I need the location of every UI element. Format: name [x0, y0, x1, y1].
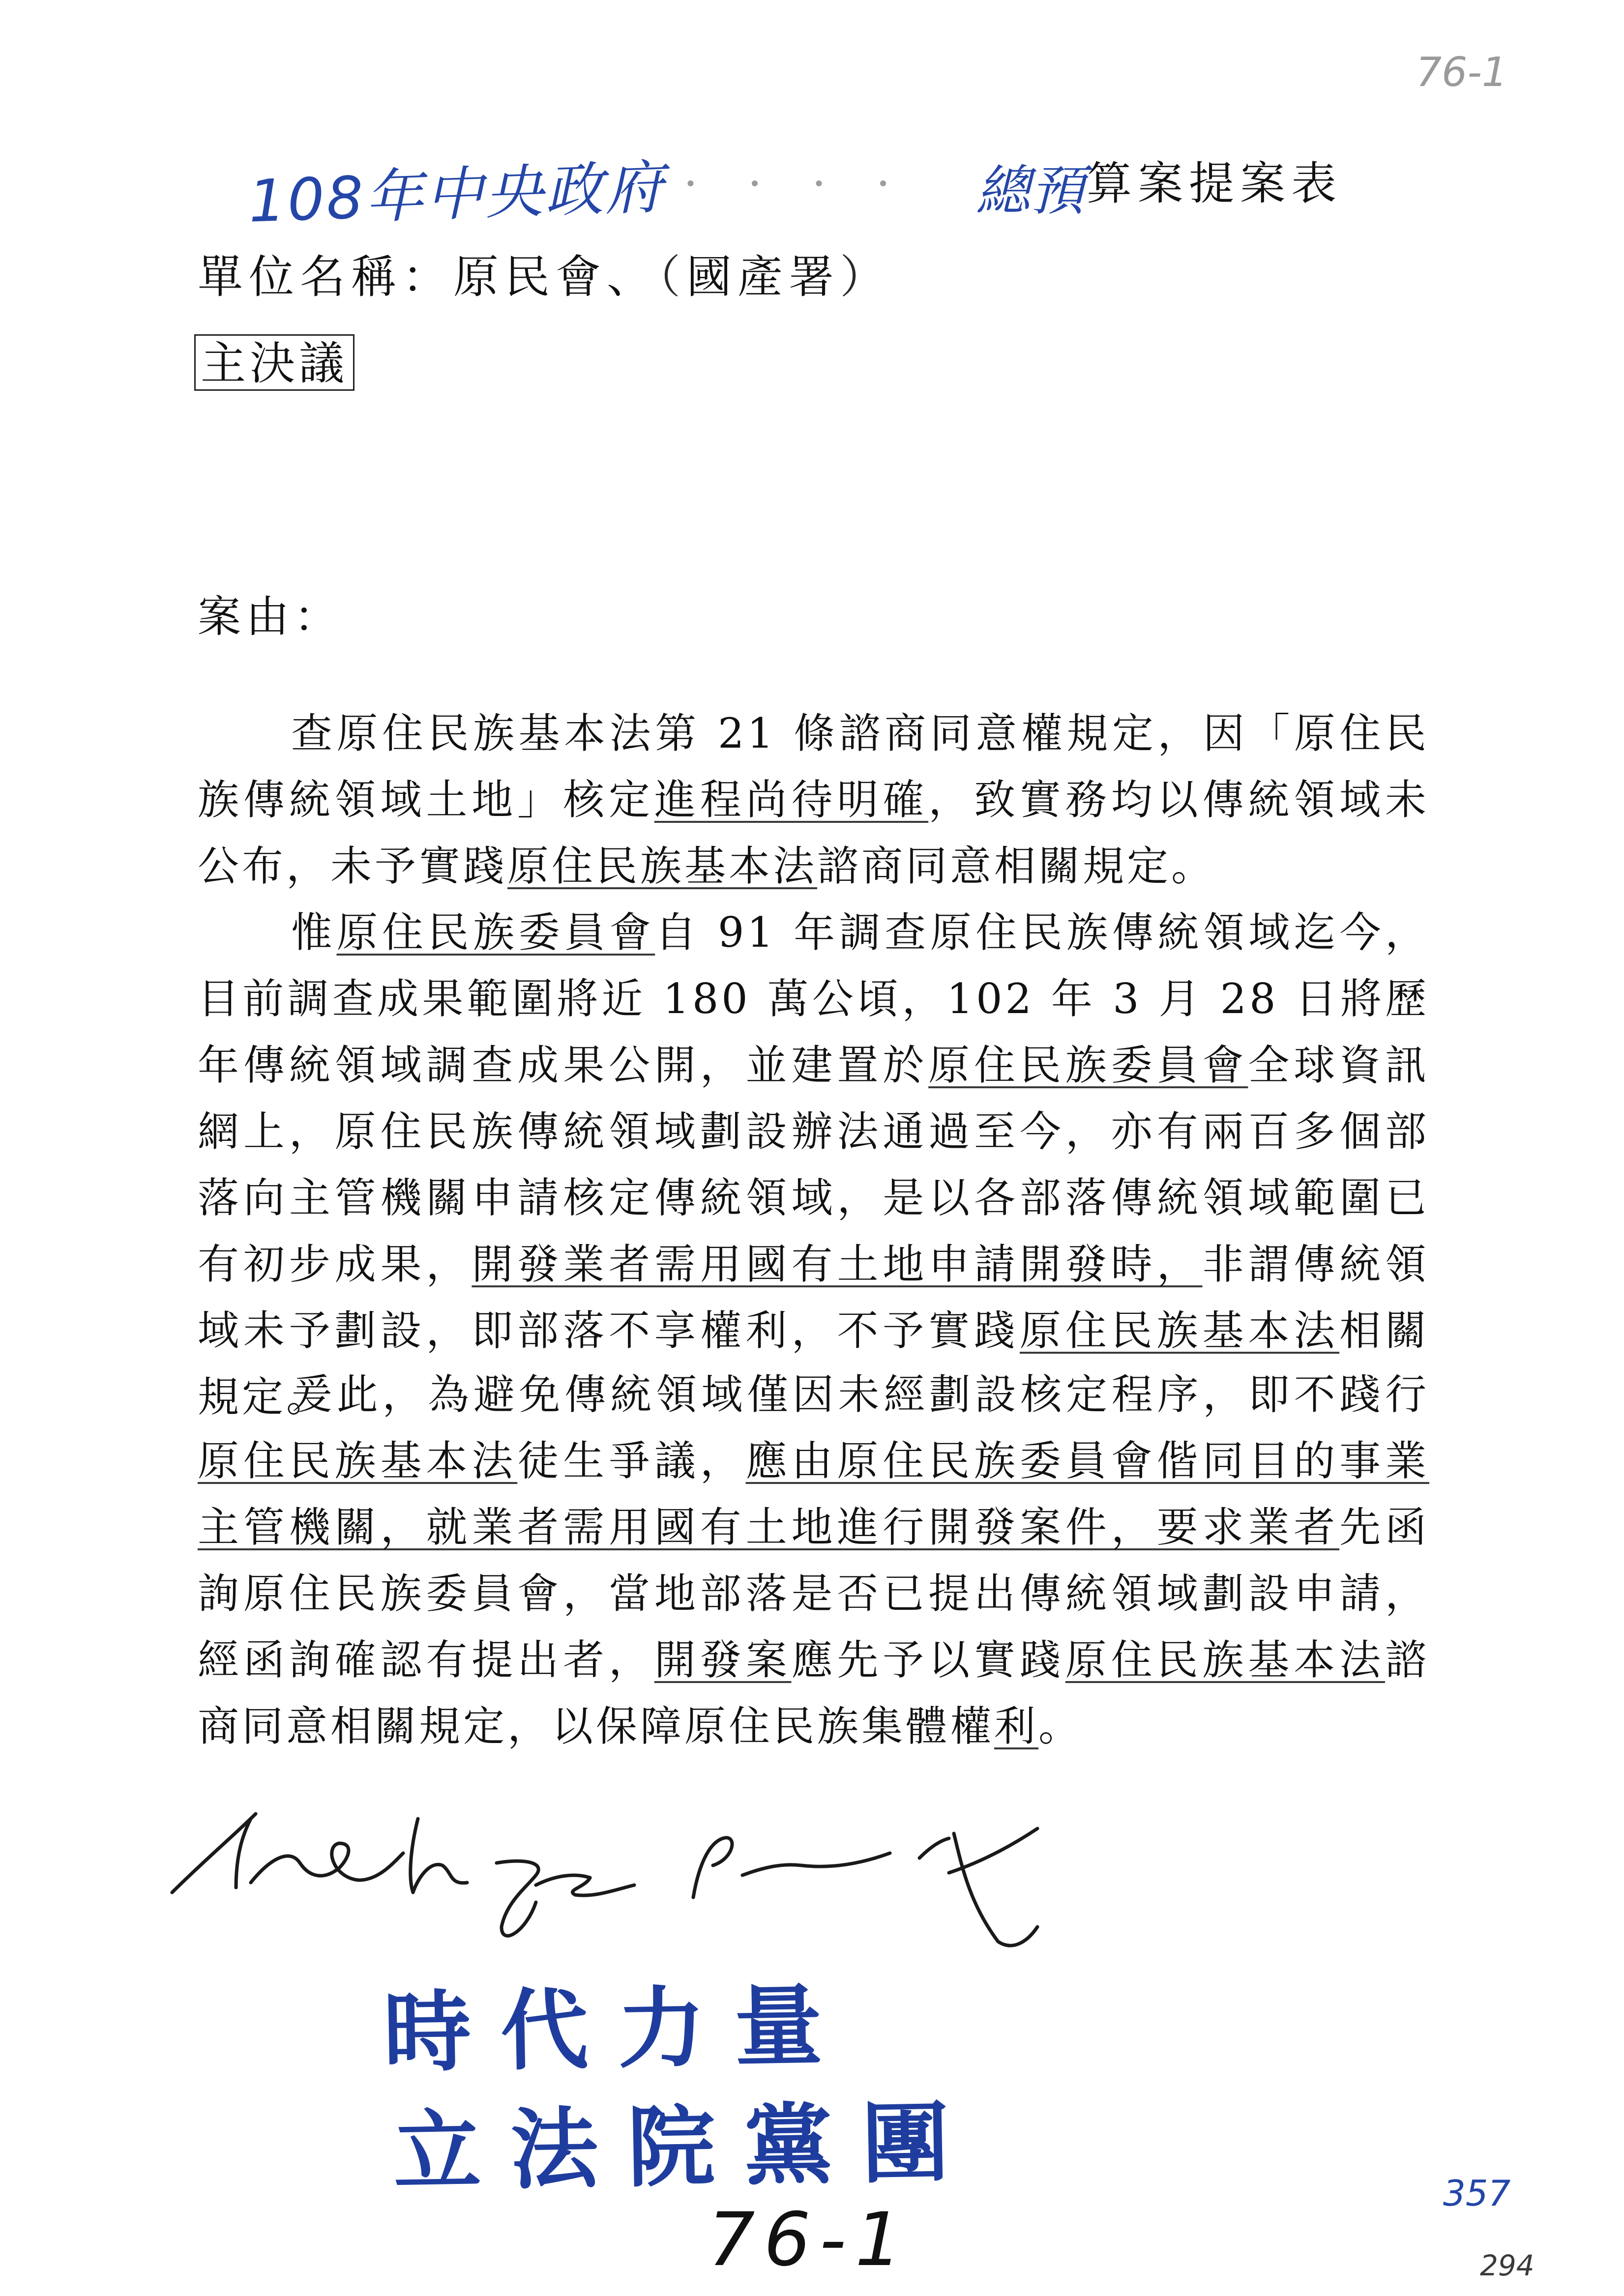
- close-paren: ）: [840, 251, 891, 303]
- p2-underlined-2: 原住民族委員會: [928, 1041, 1248, 1089]
- party-stamp-line-2: 立法院黨團: [392, 2091, 979, 2204]
- title-printed-suffix: 算案提案表: [1087, 157, 1343, 210]
- p1-underlined-1: 進程尚待明確: [654, 776, 929, 824]
- unit-name-line: [198, 241, 891, 306]
- p3-text-4: 應先予以實踐: [791, 1636, 1065, 1684]
- p3-underlined-4: 原住民族基本法: [1065, 1636, 1385, 1684]
- p2-text-4: 非謂傳統領域未予劃設，即部落不享權利，不予實踐: [198, 1240, 1429, 1355]
- p2-underlined-4: 原住民族基本法: [1019, 1307, 1340, 1355]
- open-paren: （: [658, 251, 687, 303]
- title-handwritten-prefix: 108年中央政府: [247, 153, 666, 235]
- p3-text-6: 。: [1038, 1702, 1083, 1750]
- title-handwritten-insert: 總預: [976, 159, 1084, 222]
- page-number: 76-1: [708, 2197, 911, 2283]
- resolution-type-box: 主決議: [194, 334, 354, 391]
- corner-page-number: 76-1: [1416, 49, 1508, 96]
- unit-name: 原民會、: [453, 251, 658, 303]
- paragraph-2: [198, 900, 1429, 1430]
- p3-underlined-1: 原住民族基本法: [198, 1437, 518, 1485]
- p1-text-2: ，致實務均以傳統領域未公布，未予實踐: [198, 776, 1429, 890]
- p3-text-5: 諮商同意相關規定，以保障原住民族集體權: [198, 1636, 1429, 1750]
- p3-text-2: 徒生爭議，: [517, 1437, 746, 1485]
- p3-underlined-2: 應由原住民族委員會偕同目的事業主管機關，就業者需用國有土地進行開發案件，要求業者: [198, 1437, 1429, 1551]
- side-number-2: 294: [1480, 2249, 1535, 2282]
- p2-text-5: 相關規定。: [198, 1307, 1429, 1421]
- side-number-1: 357: [1443, 2173, 1511, 2214]
- handwritten-signature: [162, 1779, 1121, 1966]
- unit-label: 單位名稱：: [198, 251, 454, 303]
- p2-text-1: 惟: [291, 908, 337, 957]
- reason-label: 案由：: [198, 591, 343, 642]
- title-faded-text: · · · ·: [683, 157, 908, 210]
- party-stamp-line-1: 時代力量: [383, 1974, 853, 2085]
- p3-text-3: 先函詢原住民族委員會，當地部落是否已提出傳統領域劃設申請，經函詢確認有提出者，: [198, 1503, 1429, 1684]
- paragraph-3: [198, 1362, 1429, 1760]
- p3-underlined-3: 開發案: [654, 1636, 792, 1684]
- p2-text-3: 全球資訊網上，原住民族傳統領域劃設辦法通過至今，亦有兩百多個部落向主管機關申請核定傳統領域，是以各部落傳統領域範圍已有初步成果，: [198, 1041, 1429, 1288]
- p2-underlined-3: 開發業者需用國有土地申請開發時，: [472, 1240, 1203, 1288]
- unit-handwritten-addition: 國產署: [686, 251, 840, 303]
- p3-text-1: 爰此，為避免傳統領域僅因未經劃設核定程序，即不踐行: [291, 1370, 1429, 1419]
- p1-underlined-2: 原住民族基本法: [507, 842, 818, 890]
- p1-text-1: 查原住民族基本法第 21 條諮商同意權規定，因「原住民族傳統領域土地」核定: [198, 709, 1429, 824]
- paragraph-1: [198, 700, 1429, 900]
- p1-text-3: 諮商同意相關規定。: [817, 842, 1216, 890]
- p2-underlined-1: 原住民族委員會: [336, 908, 655, 957]
- p3-underlined-5: 利: [994, 1702, 1039, 1750]
- p2-text-2: 自 91 年調查原住民族傳統領域迄今，目前調查成果範圍將近 180 萬公頃，102 年 3 月 28 日將歷年傳統領域調查成果公開，並建置於: [198, 908, 1429, 1089]
